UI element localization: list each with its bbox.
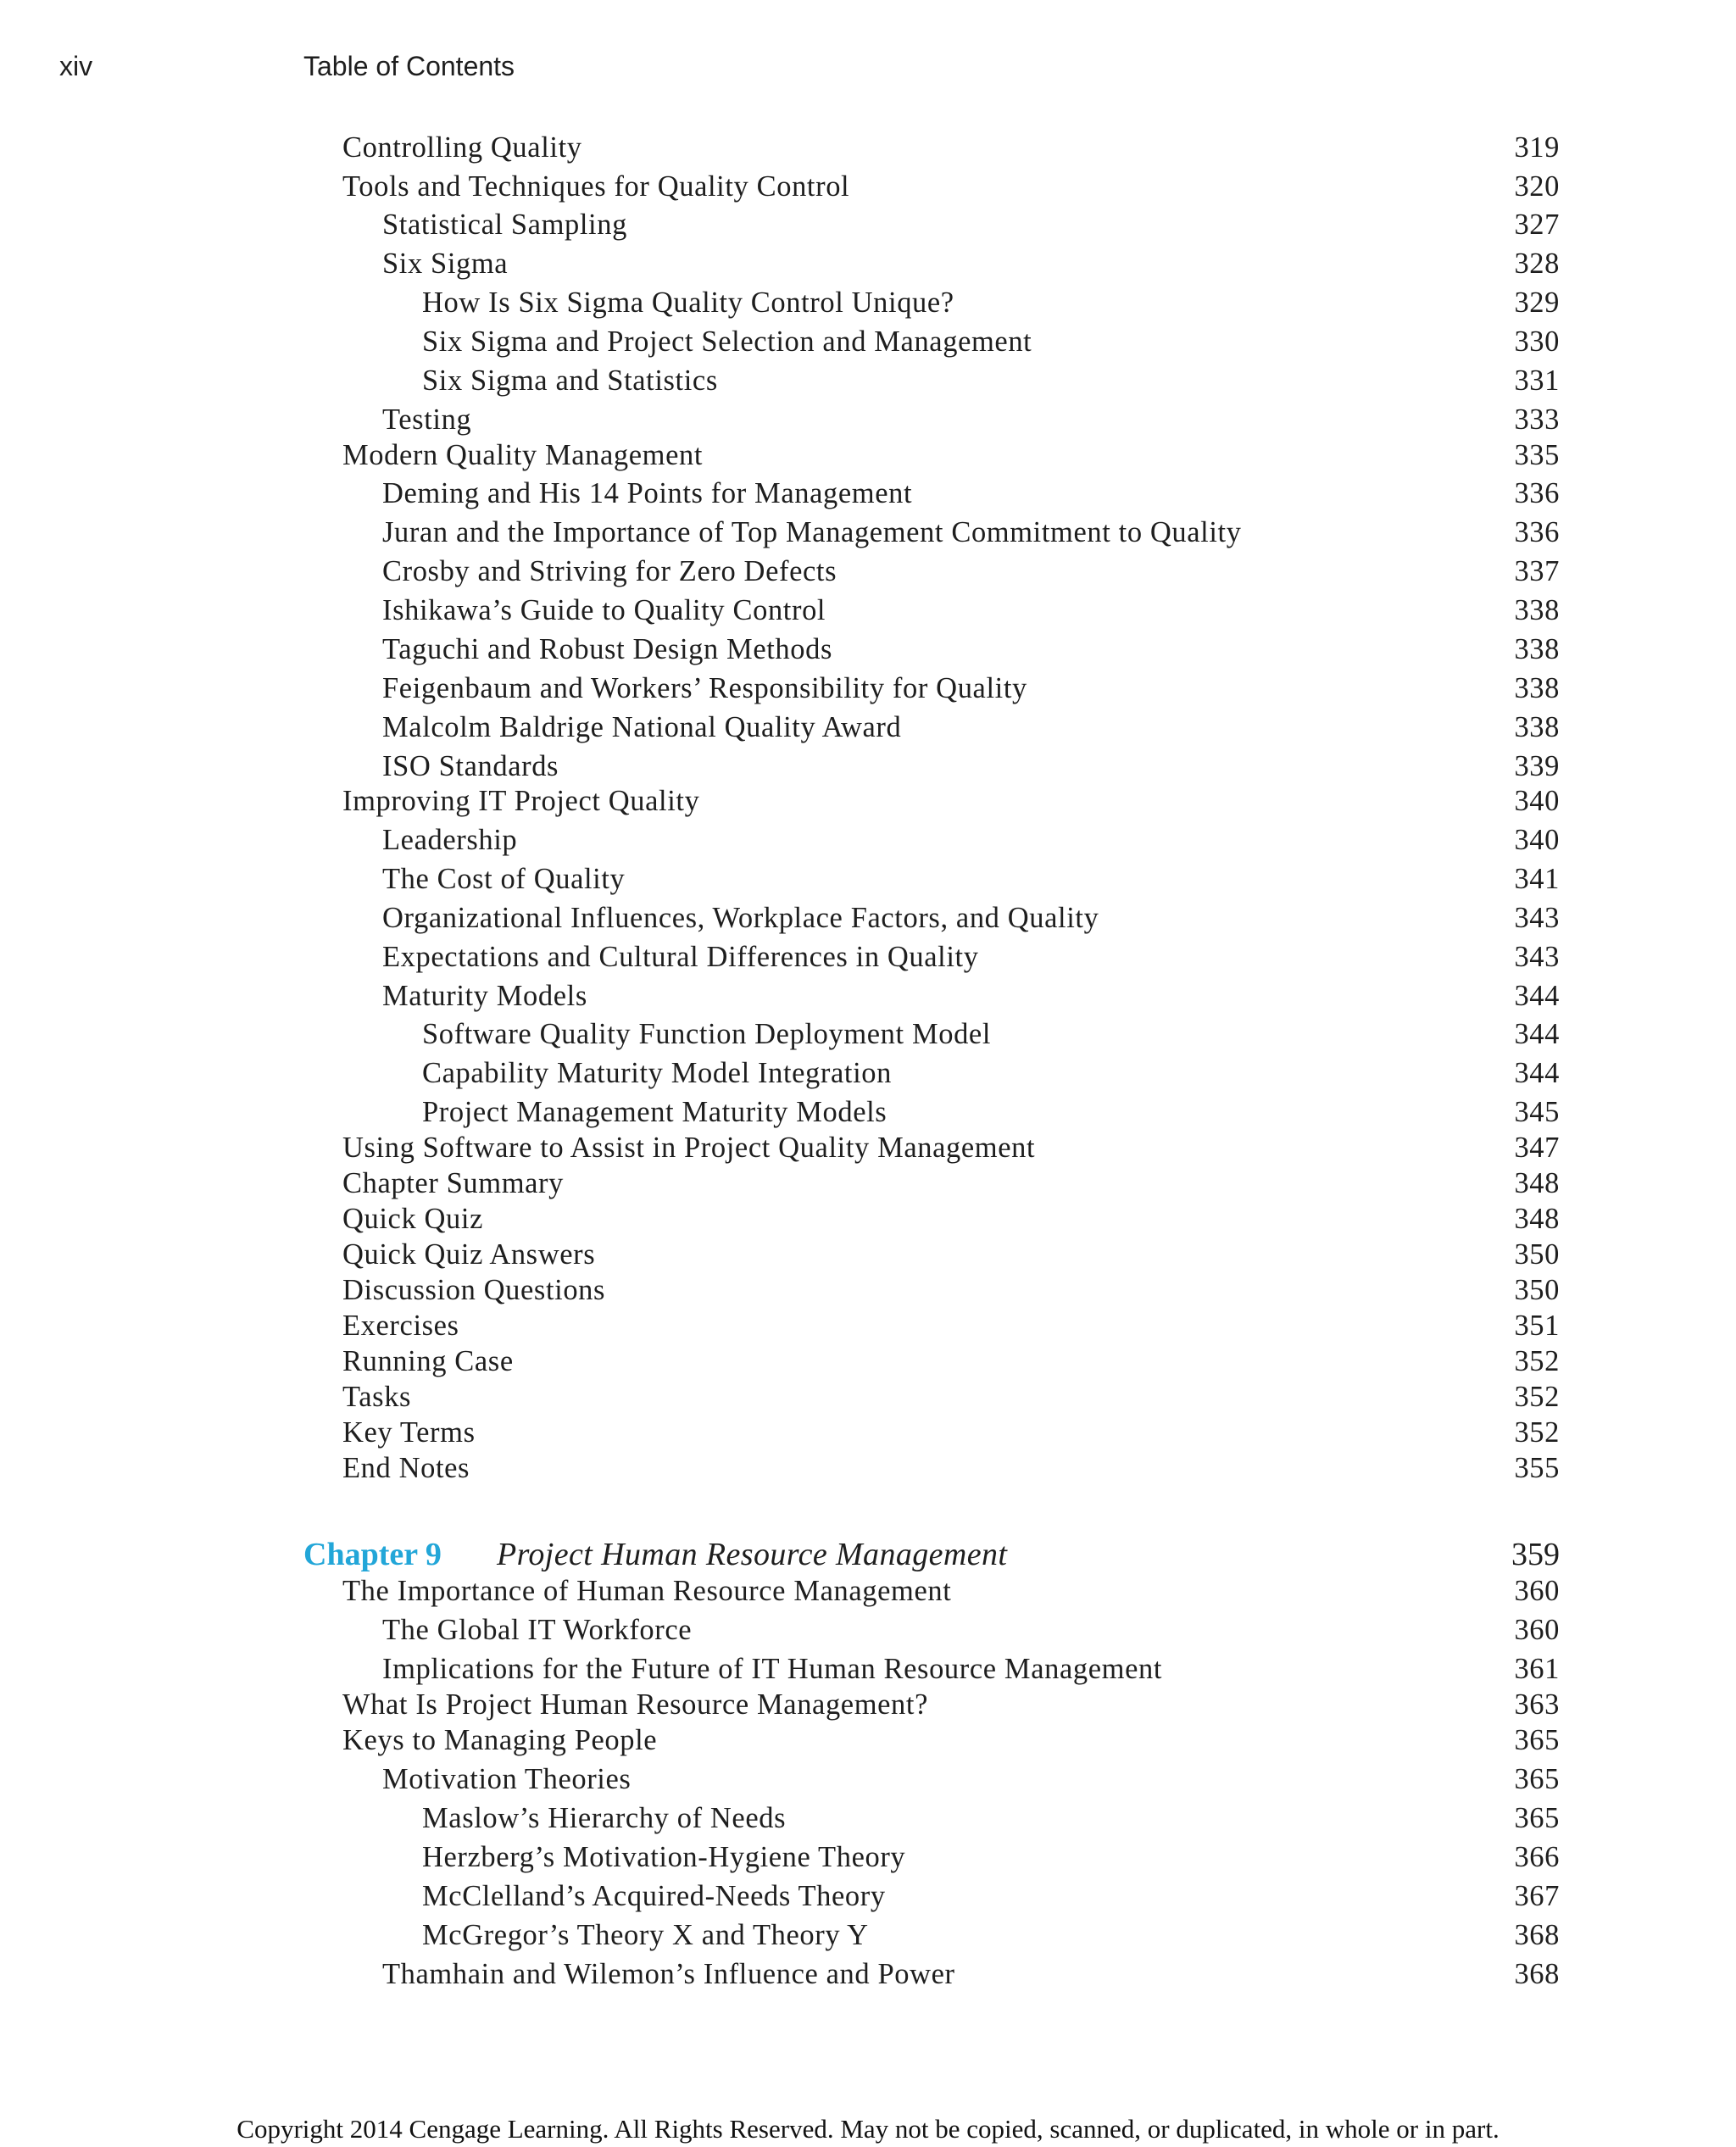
toc-entry-title: Running Case <box>342 1345 514 1377</box>
toc-entry-title: McClelland’s Acquired-Needs Theory <box>422 1880 886 1912</box>
toc-entry-title: Chapter Summary <box>342 1167 564 1199</box>
toc-entry-title: End Notes <box>342 1452 470 1484</box>
toc-entry <box>0 1955 1560 1994</box>
toc-entry-page: 338 <box>1514 672 1560 704</box>
toc-entry-title: Exercises <box>342 1310 459 1342</box>
toc-entry-title: Maturity Models <box>382 980 587 1012</box>
toc-entry-title: Capability Maturity Model Integration <box>422 1057 892 1089</box>
toc-entry <box>0 630 1560 669</box>
toc-entry-page: 350 <box>1514 1238 1560 1271</box>
toc-entry-page: 336 <box>1514 516 1560 548</box>
chapter-title: Project Human Resource Management <box>497 1537 1008 1572</box>
toc-entry <box>0 361 1560 400</box>
toc-entry-title: Organizational Influences, Workplace Factors, and Quality <box>382 902 1099 934</box>
toc-entry-page: 348 <box>1514 1167 1560 1199</box>
toc-entry-page: 335 <box>1514 439 1560 471</box>
toc-entry <box>0 1235 1560 1274</box>
toc-entry <box>0 976 1560 1015</box>
toc-entry-title: Testing <box>382 403 472 436</box>
toc-entry-page: 345 <box>1514 1096 1560 1128</box>
toc-entry <box>0 474 1560 513</box>
toc-entry-page: 328 <box>1514 248 1560 280</box>
toc-entry-title: How Is Six Sigma Quality Control Unique? <box>422 286 954 319</box>
toc-entry <box>0 1877 1560 1916</box>
toc-entry-page: 340 <box>1514 785 1560 817</box>
toc-entry-page: 337 <box>1514 555 1560 587</box>
toc-entry-page: 330 <box>1514 325 1560 358</box>
toc-entry-title: Improving IT Project Quality <box>342 785 700 817</box>
toc-entry-title: ISO Standards <box>382 750 559 782</box>
toc-entry <box>0 1306 1560 1345</box>
toc-entry <box>0 1128 1560 1167</box>
toc-entry <box>0 820 1560 859</box>
toc-entry-page: 320 <box>1514 170 1560 203</box>
toc-entry-page: 365 <box>1514 1802 1560 1834</box>
toc-entry <box>0 436 1560 475</box>
toc-entry-title: Expectations and Cultural Differences in Quality <box>382 941 979 973</box>
toc-entry-title: Quick Quiz Answers <box>342 1238 596 1271</box>
toc-entry-title: Thamhain and Wilemon’s Influence and Power <box>382 1958 955 1990</box>
toc-entry-title: Six Sigma and Statistics <box>422 364 718 397</box>
toc-entry <box>0 205 1560 244</box>
toc-entry-title: The Global IT Workforce <box>382 1614 693 1646</box>
toc-entry <box>0 1610 1560 1649</box>
toc-entry-page: 347 <box>1514 1132 1560 1164</box>
toc-entry-title: Tools and Techniques for Quality Control <box>342 170 850 203</box>
toc-entry-title: Ishikawa’s Guide to Quality Control <box>382 594 826 626</box>
toc-entry-title: Six Sigma <box>382 248 509 280</box>
toc-entry-page: 365 <box>1514 1724 1560 1756</box>
toc-entry <box>0 1199 1560 1238</box>
toc-entry-page: 329 <box>1514 286 1560 319</box>
toc-entry <box>0 937 1560 976</box>
toc-entry <box>0 1164 1560 1203</box>
toc-entry-page: 331 <box>1514 364 1560 397</box>
toc-entry-title: Software Quality Function Deployment Model <box>422 1018 992 1050</box>
toc-entry-page: 352 <box>1514 1345 1560 1377</box>
toc-entry-title: What Is Project Human Resource Management? <box>342 1688 929 1721</box>
toc-entry-title: Tasks <box>342 1381 412 1413</box>
toc-entry <box>0 1838 1560 1877</box>
toc-entry-page: 365 <box>1514 1763 1560 1795</box>
toc-entry <box>0 1571 1560 1610</box>
toc-entry <box>0 1760 1560 1799</box>
toc-entry-title: Deming and His 14 Points for Management <box>382 477 913 509</box>
toc-entry-page: 339 <box>1514 750 1560 782</box>
toc-entry-title: Modern Quality Management <box>342 439 704 471</box>
toc-entry-title: Herzberg’s Motivation-Hygiene Theory <box>422 1841 906 1873</box>
toc-entry <box>0 1916 1560 1955</box>
toc-entry-page: 333 <box>1514 403 1560 436</box>
toc-entry <box>0 1449 1560 1488</box>
toc-entry-title: Maslow’s Hierarchy of Needs <box>422 1802 787 1834</box>
toc-entry-page: 363 <box>1514 1688 1560 1721</box>
chapter-heading <box>0 1532 1560 1577</box>
toc-entry <box>0 1799 1560 1838</box>
toc-entry-page: 367 <box>1514 1880 1560 1912</box>
toc-entry-title: The Cost of Quality <box>382 863 626 895</box>
toc-entry-page: 343 <box>1514 902 1560 934</box>
toc-entry-page: 352 <box>1514 1381 1560 1413</box>
toc-entry-title: Six Sigma and Project Selection and Management <box>422 325 1032 358</box>
toc-entry-title: Statistical Sampling <box>382 209 627 241</box>
toc-entry-title: Malcolm Baldrige National Quality Award <box>382 711 902 743</box>
toc-entry-page: 368 <box>1514 1958 1560 1990</box>
toc-entry <box>0 1649 1560 1688</box>
toc-entry <box>0 1413 1560 1452</box>
toc-entry <box>0 1271 1560 1310</box>
toc-entry-page: 340 <box>1514 824 1560 856</box>
toc-entry <box>0 747 1560 786</box>
toc-entry <box>0 1054 1560 1093</box>
toc-entry-title: Motivation Theories <box>382 1763 632 1795</box>
toc-entry-title: Keys to Managing People <box>342 1724 658 1756</box>
toc-entry <box>0 513 1560 552</box>
toc-entry-page: 338 <box>1514 594 1560 626</box>
running-title: Table of Contents <box>303 51 515 81</box>
toc-entry-title: Juran and the Importance of Top Management Commitment to Quality <box>382 516 1242 548</box>
toc-entry-page: 344 <box>1514 1057 1560 1089</box>
toc-entry <box>0 283 1560 322</box>
toc-entry <box>0 1093 1560 1132</box>
toc-entry-page: 336 <box>1514 477 1560 509</box>
toc-entry-title: Taguchi and Robust Design Methods <box>382 633 832 665</box>
toc-entry-page: 352 <box>1514 1416 1560 1449</box>
page-number: xiv <box>59 51 93 81</box>
toc-entry <box>0 167 1560 206</box>
toc-entry-page: 368 <box>1514 1919 1560 1951</box>
toc-entry <box>0 1015 1560 1054</box>
toc-entry <box>0 781 1560 820</box>
toc-entry-page: 344 <box>1514 1018 1560 1050</box>
toc-entry <box>0 400 1560 439</box>
toc-entry-page: 360 <box>1514 1614 1560 1646</box>
chapter-page-number: 359 <box>1511 1537 1560 1572</box>
toc-entry-page: 319 <box>1514 131 1560 164</box>
copyright-notice: Copyright 2014 Cengage Learning. All Rights Reserved. May not be copied, scanned, or duplicated, in whole or in part. <box>236 2114 1500 2144</box>
toc-entry-title: Key Terms <box>342 1416 476 1449</box>
toc-entry-title: Quick Quiz <box>342 1203 484 1235</box>
toc-entry <box>0 669 1560 708</box>
toc-entry-title: Implications for the Future of IT Human Resource Management <box>382 1653 1163 1685</box>
toc-entry-title: Crosby and Striving for Zero Defects <box>382 555 837 587</box>
toc-entry-page: 351 <box>1514 1310 1560 1342</box>
toc-entry-title: Using Software to Assist in Project Quality Management <box>342 1132 1036 1164</box>
toc-entry <box>0 244 1560 283</box>
toc-entry-title: Project Management Maturity Models <box>422 1096 887 1128</box>
toc-entry <box>0 1342 1560 1381</box>
toc-entry <box>0 708 1560 747</box>
toc-entry-page: 327 <box>1514 209 1560 241</box>
toc-entry <box>0 1685 1560 1724</box>
toc-entry <box>0 322 1560 361</box>
toc-entry-page: 348 <box>1514 1203 1560 1235</box>
toc-entry <box>0 591 1560 630</box>
chapter-number: Chapter 9 <box>303 1537 442 1572</box>
toc-entry-page: 343 <box>1514 941 1560 973</box>
toc-entry-page: 344 <box>1514 980 1560 1012</box>
toc-entry <box>0 1377 1560 1416</box>
toc-entry-page: 355 <box>1514 1452 1560 1484</box>
toc-entry-title: Leadership <box>382 824 518 856</box>
toc-entry-title: Feigenbaum and Workers’ Responsibility for Quality <box>382 672 1027 704</box>
toc-entry <box>0 552 1560 591</box>
toc-entry-title: Controlling Quality <box>342 131 582 164</box>
toc-entry-page: 366 <box>1514 1841 1560 1873</box>
toc-entry <box>0 898 1560 937</box>
toc-entry-page: 350 <box>1514 1274 1560 1306</box>
toc-entry <box>0 128 1560 167</box>
toc-entry-page: 360 <box>1514 1575 1560 1607</box>
toc-entry-page: 341 <box>1514 863 1560 895</box>
toc-entry-page: 361 <box>1514 1653 1560 1685</box>
toc-entry-page: 338 <box>1514 711 1560 743</box>
toc-entry-title: McGregor’s Theory X and Theory Y <box>422 1919 869 1951</box>
toc-entry <box>0 859 1560 898</box>
toc-entry <box>0 1721 1560 1760</box>
toc-entry-page: 338 <box>1514 633 1560 665</box>
toc-entry-title: The Importance of Human Resource Management <box>342 1575 952 1607</box>
toc-entry-title: Discussion Questions <box>342 1274 606 1306</box>
